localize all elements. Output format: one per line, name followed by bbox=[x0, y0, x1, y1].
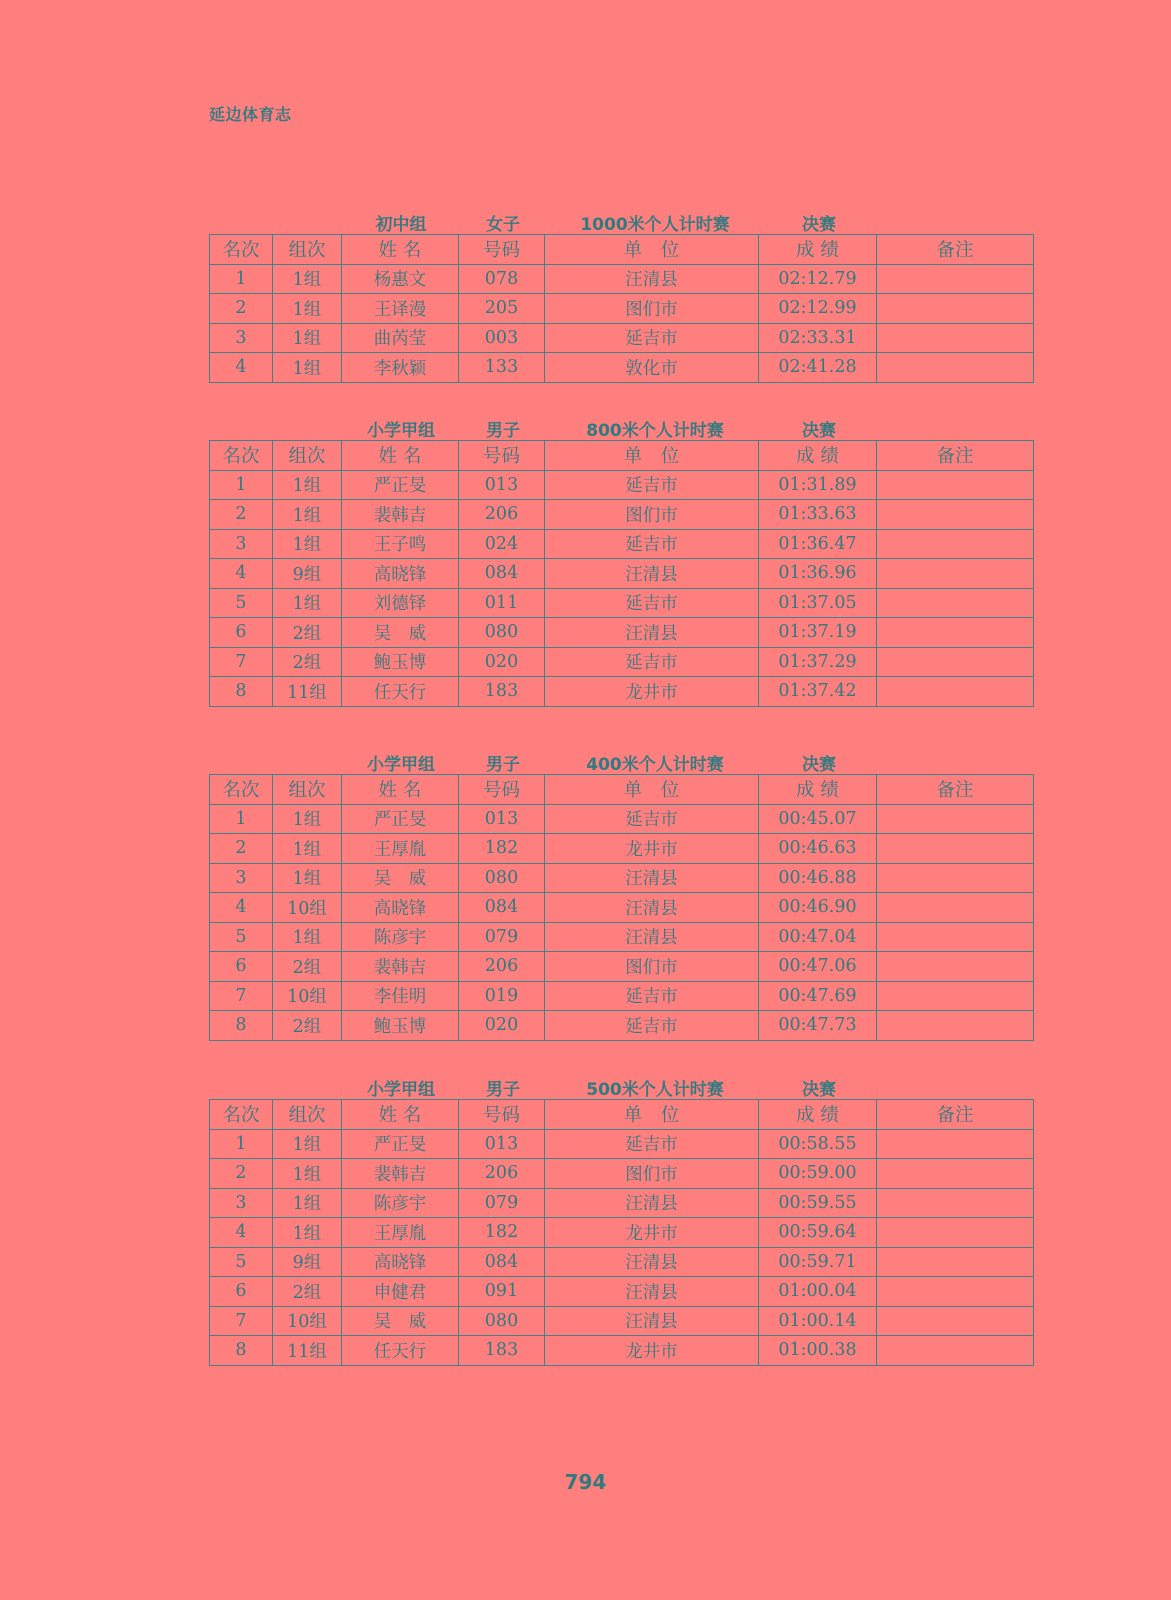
cell-remarks bbox=[877, 677, 1034, 707]
cell-unit: 图们市 bbox=[545, 500, 759, 530]
column-header-rank: 名次 bbox=[210, 235, 273, 265]
cell-remarks bbox=[877, 1159, 1034, 1189]
cell-result: 00:47.69 bbox=[759, 981, 877, 1011]
cell-unit: 延吉市 bbox=[545, 323, 759, 353]
cell-heat: 1组 bbox=[273, 804, 342, 834]
cell-remarks bbox=[877, 559, 1034, 589]
cell-rank: 2 bbox=[210, 294, 273, 324]
table-header-row bbox=[210, 1100, 1034, 1130]
result-section bbox=[209, 1075, 1033, 1366]
cell-rank: 3 bbox=[210, 863, 273, 893]
cell-remarks bbox=[877, 804, 1034, 834]
table-row bbox=[210, 500, 1034, 530]
cell-remarks bbox=[877, 1277, 1034, 1307]
cell-bib: 013 bbox=[459, 804, 545, 834]
table-row bbox=[210, 1011, 1034, 1041]
cell-unit: 延吉市 bbox=[545, 804, 759, 834]
cell-unit: 龙井市 bbox=[545, 834, 759, 864]
cell-unit: 汪清县 bbox=[545, 1277, 759, 1307]
cell-name: 刘德铎 bbox=[342, 588, 459, 618]
cell-heat: 1组 bbox=[273, 353, 342, 383]
cell-remarks bbox=[877, 1247, 1034, 1277]
cell-heat: 1组 bbox=[273, 294, 342, 324]
cell-unit: 图们市 bbox=[545, 952, 759, 982]
cell-name: 申健君 bbox=[342, 1277, 459, 1307]
cell-bib: 206 bbox=[459, 952, 545, 982]
cell-result: 00:46.90 bbox=[759, 893, 877, 923]
caption-event: 500米个人计时赛 bbox=[586, 1080, 724, 1100]
cell-remarks bbox=[877, 500, 1034, 530]
cell-bib: 080 bbox=[459, 618, 545, 648]
cell-result: 02:41.28 bbox=[759, 353, 877, 383]
cell-remarks bbox=[877, 1011, 1034, 1041]
column-header-bib: 号码 bbox=[459, 441, 545, 471]
caption-gender: 男子 bbox=[486, 755, 520, 775]
cell-rank: 5 bbox=[210, 588, 273, 618]
cell-heat: 1组 bbox=[273, 1188, 342, 1218]
cell-result: 01:31.89 bbox=[759, 470, 877, 500]
cell-rank: 2 bbox=[210, 834, 273, 864]
cell-unit: 延吉市 bbox=[545, 588, 759, 618]
cell-name: 严正旻 bbox=[342, 804, 459, 834]
cell-remarks bbox=[877, 834, 1034, 864]
cell-rank: 6 bbox=[210, 952, 273, 982]
column-header-result: 成 绩 bbox=[759, 775, 877, 805]
cell-heat: 2组 bbox=[273, 952, 342, 982]
cell-rank: 2 bbox=[210, 500, 273, 530]
column-header-remarks: 备注 bbox=[877, 441, 1034, 471]
cell-heat: 2组 bbox=[273, 1011, 342, 1041]
column-header-bib: 号码 bbox=[459, 1100, 545, 1130]
cell-remarks bbox=[877, 863, 1034, 893]
table-row bbox=[210, 588, 1034, 618]
cell-result: 02:12.99 bbox=[759, 294, 877, 324]
table-row bbox=[210, 1188, 1034, 1218]
cell-remarks bbox=[877, 1218, 1034, 1248]
cell-remarks bbox=[877, 981, 1034, 1011]
cell-unit: 龙井市 bbox=[545, 677, 759, 707]
caption-gender: 男子 bbox=[486, 421, 520, 441]
cell-result: 00:58.55 bbox=[759, 1129, 877, 1159]
cell-bib: 079 bbox=[459, 922, 545, 952]
cell-name: 鲍玉博 bbox=[342, 1011, 459, 1041]
table-row bbox=[210, 922, 1034, 952]
cell-rank: 1 bbox=[210, 264, 273, 294]
cell-unit: 汪清县 bbox=[545, 1188, 759, 1218]
caption-round: 决赛 bbox=[802, 421, 836, 441]
caption-round: 决赛 bbox=[802, 215, 836, 235]
cell-unit: 汪清县 bbox=[545, 264, 759, 294]
cell-heat: 1组 bbox=[273, 470, 342, 500]
cell-unit: 延吉市 bbox=[545, 529, 759, 559]
result-section bbox=[209, 416, 1033, 707]
cell-unit: 延吉市 bbox=[545, 470, 759, 500]
cell-name: 高晓锋 bbox=[342, 559, 459, 589]
cell-bib: 091 bbox=[459, 1277, 545, 1307]
cell-remarks bbox=[877, 1129, 1034, 1159]
table-caption bbox=[209, 750, 1033, 774]
cell-name: 陈彦宇 bbox=[342, 922, 459, 952]
cell-result: 00:47.04 bbox=[759, 922, 877, 952]
cell-rank: 4 bbox=[210, 559, 273, 589]
caption-event: 400米个人计时赛 bbox=[586, 755, 724, 775]
cell-rank: 3 bbox=[210, 529, 273, 559]
column-header-remarks: 备注 bbox=[877, 1100, 1034, 1130]
caption-group: 初中组 bbox=[375, 215, 427, 235]
column-header-remarks: 备注 bbox=[877, 235, 1034, 265]
cell-name: 曲芮莹 bbox=[342, 323, 459, 353]
cell-bib: 206 bbox=[459, 1159, 545, 1189]
cell-unit: 汪清县 bbox=[545, 863, 759, 893]
table-row bbox=[210, 1277, 1034, 1307]
cell-rank: 6 bbox=[210, 1277, 273, 1307]
cell-unit: 延吉市 bbox=[545, 981, 759, 1011]
column-header-name: 姓 名 bbox=[342, 1100, 459, 1130]
table-row bbox=[210, 863, 1034, 893]
cell-heat: 9组 bbox=[273, 559, 342, 589]
cell-bib: 182 bbox=[459, 1218, 545, 1248]
cell-name: 吴 威 bbox=[342, 1306, 459, 1336]
cell-bib: 182 bbox=[459, 834, 545, 864]
table-row bbox=[210, 353, 1034, 383]
cell-rank: 4 bbox=[210, 893, 273, 923]
table-row bbox=[210, 1336, 1034, 1366]
results-table bbox=[209, 440, 1034, 707]
cell-bib: 084 bbox=[459, 1247, 545, 1277]
caption-gender: 女子 bbox=[486, 215, 520, 235]
cell-bib: 084 bbox=[459, 559, 545, 589]
cell-unit: 龙井市 bbox=[545, 1336, 759, 1366]
column-header-bib: 号码 bbox=[459, 235, 545, 265]
column-header-name: 姓 名 bbox=[342, 235, 459, 265]
caption-event: 1000米个人计时赛 bbox=[580, 215, 730, 235]
cell-rank: 2 bbox=[210, 1159, 273, 1189]
table-row bbox=[210, 1159, 1034, 1189]
cell-unit: 图们市 bbox=[545, 1159, 759, 1189]
cell-heat: 1组 bbox=[273, 529, 342, 559]
column-header-rank: 名次 bbox=[210, 441, 273, 471]
table-header-row bbox=[210, 441, 1034, 471]
column-header-unit: 单 位 bbox=[545, 235, 759, 265]
table-row bbox=[210, 618, 1034, 648]
cell-bib: 003 bbox=[459, 323, 545, 353]
column-header-name: 姓 名 bbox=[342, 775, 459, 805]
column-header-unit: 单 位 bbox=[545, 1100, 759, 1130]
cell-unit: 汪清县 bbox=[545, 559, 759, 589]
cell-unit: 敦化市 bbox=[545, 353, 759, 383]
results-table bbox=[209, 1099, 1034, 1366]
table-row bbox=[210, 834, 1034, 864]
column-header-result: 成 绩 bbox=[759, 235, 877, 265]
cell-heat: 9组 bbox=[273, 1247, 342, 1277]
cell-name: 鲍玉博 bbox=[342, 647, 459, 677]
cell-bib: 078 bbox=[459, 264, 545, 294]
result-section bbox=[209, 750, 1033, 1041]
cell-remarks bbox=[877, 529, 1034, 559]
caption-group: 小学甲组 bbox=[367, 755, 435, 775]
cell-result: 01:00.04 bbox=[759, 1277, 877, 1307]
cell-result: 01:36.96 bbox=[759, 559, 877, 589]
table-row bbox=[210, 952, 1034, 982]
column-header-bib: 号码 bbox=[459, 775, 545, 805]
cell-remarks bbox=[877, 952, 1034, 982]
cell-name: 陈彦宇 bbox=[342, 1188, 459, 1218]
cell-result: 02:33.31 bbox=[759, 323, 877, 353]
cell-bib: 080 bbox=[459, 863, 545, 893]
cell-remarks bbox=[877, 1306, 1034, 1336]
column-header-name: 姓 名 bbox=[342, 441, 459, 471]
cell-heat: 10组 bbox=[273, 1306, 342, 1336]
column-header-heat: 组次 bbox=[273, 441, 342, 471]
cell-result: 01:00.14 bbox=[759, 1306, 877, 1336]
cell-name: 严正旻 bbox=[342, 470, 459, 500]
cell-rank: 8 bbox=[210, 677, 273, 707]
cell-unit: 汪清县 bbox=[545, 1247, 759, 1277]
cell-unit: 延吉市 bbox=[545, 1129, 759, 1159]
cell-name: 王厚胤 bbox=[342, 834, 459, 864]
cell-bib: 024 bbox=[459, 529, 545, 559]
cell-heat: 10组 bbox=[273, 893, 342, 923]
cell-bib: 206 bbox=[459, 500, 545, 530]
cell-remarks bbox=[877, 893, 1034, 923]
table-caption bbox=[209, 210, 1033, 234]
cell-unit: 龙井市 bbox=[545, 1218, 759, 1248]
cell-bib: 133 bbox=[459, 353, 545, 383]
cell-result: 01:37.42 bbox=[759, 677, 877, 707]
cell-name: 裴韩吉 bbox=[342, 1159, 459, 1189]
cell-heat: 1组 bbox=[273, 863, 342, 893]
cell-result: 00:47.06 bbox=[759, 952, 877, 982]
cell-bib: 011 bbox=[459, 588, 545, 618]
cell-heat: 2组 bbox=[273, 1277, 342, 1307]
cell-name: 高晓锋 bbox=[342, 893, 459, 923]
cell-heat: 1组 bbox=[273, 588, 342, 618]
cell-bib: 013 bbox=[459, 470, 545, 500]
column-header-rank: 名次 bbox=[210, 1100, 273, 1130]
cell-rank: 8 bbox=[210, 1011, 273, 1041]
cell-result: 01:37.19 bbox=[759, 618, 877, 648]
table-row bbox=[210, 893, 1034, 923]
cell-bib: 183 bbox=[459, 1336, 545, 1366]
table-header-row bbox=[210, 235, 1034, 265]
cell-result: 00:59.55 bbox=[759, 1188, 877, 1218]
cell-heat: 1组 bbox=[273, 1159, 342, 1189]
table-row bbox=[210, 804, 1034, 834]
cell-bib: 013 bbox=[459, 1129, 545, 1159]
table-row bbox=[210, 529, 1034, 559]
cell-remarks bbox=[877, 323, 1034, 353]
cell-rank: 1 bbox=[210, 470, 273, 500]
cell-heat: 2组 bbox=[273, 647, 342, 677]
caption-gender: 男子 bbox=[486, 1080, 520, 1100]
cell-name: 王译漫 bbox=[342, 294, 459, 324]
cell-bib: 205 bbox=[459, 294, 545, 324]
cell-heat: 10组 bbox=[273, 981, 342, 1011]
table-row bbox=[210, 559, 1034, 589]
cell-result: 00:59.71 bbox=[759, 1247, 877, 1277]
cell-remarks bbox=[877, 353, 1034, 383]
cell-unit: 图们市 bbox=[545, 294, 759, 324]
cell-rank: 4 bbox=[210, 353, 273, 383]
cell-name: 高晓锋 bbox=[342, 1247, 459, 1277]
caption-group: 小学甲组 bbox=[367, 421, 435, 441]
cell-rank: 7 bbox=[210, 1306, 273, 1336]
caption-round: 决赛 bbox=[802, 1080, 836, 1100]
cell-result: 00:46.63 bbox=[759, 834, 877, 864]
caption-group: 小学甲组 bbox=[367, 1080, 435, 1100]
column-header-heat: 组次 bbox=[273, 775, 342, 805]
results-table bbox=[209, 234, 1034, 383]
column-header-heat: 组次 bbox=[273, 235, 342, 265]
cell-name: 杨惠文 bbox=[342, 264, 459, 294]
cell-bib: 084 bbox=[459, 893, 545, 923]
cell-bib: 079 bbox=[459, 1188, 545, 1218]
cell-result: 00:46.88 bbox=[759, 863, 877, 893]
cell-rank: 3 bbox=[210, 323, 273, 353]
cell-name: 李佳明 bbox=[342, 981, 459, 1011]
column-header-remarks: 备注 bbox=[877, 775, 1034, 805]
caption-round: 决赛 bbox=[802, 755, 836, 775]
table-row bbox=[210, 294, 1034, 324]
cell-name: 吴 威 bbox=[342, 618, 459, 648]
cell-heat: 1组 bbox=[273, 1129, 342, 1159]
cell-result: 01:33.63 bbox=[759, 500, 877, 530]
cell-result: 00:47.73 bbox=[759, 1011, 877, 1041]
cell-name: 裴韩吉 bbox=[342, 500, 459, 530]
caption-event: 800米个人计时赛 bbox=[586, 421, 724, 441]
table-row bbox=[210, 981, 1034, 1011]
cell-result: 01:36.47 bbox=[759, 529, 877, 559]
cell-name: 王子鸣 bbox=[342, 529, 459, 559]
cell-bib: 020 bbox=[459, 1011, 545, 1041]
cell-rank: 7 bbox=[210, 981, 273, 1011]
cell-bib: 183 bbox=[459, 677, 545, 707]
cell-heat: 1组 bbox=[273, 922, 342, 952]
cell-rank: 6 bbox=[210, 618, 273, 648]
table-row bbox=[210, 677, 1034, 707]
table-row bbox=[210, 264, 1034, 294]
cell-heat: 1组 bbox=[273, 264, 342, 294]
table-row bbox=[210, 1218, 1034, 1248]
column-header-rank: 名次 bbox=[210, 775, 273, 805]
cell-heat: 1组 bbox=[273, 834, 342, 864]
cell-result: 00:59.00 bbox=[759, 1159, 877, 1189]
table-row bbox=[210, 1247, 1034, 1277]
results-table bbox=[209, 774, 1034, 1041]
cell-remarks bbox=[877, 588, 1034, 618]
table-row bbox=[210, 1129, 1034, 1159]
column-header-result: 成 绩 bbox=[759, 1100, 877, 1130]
cell-unit: 汪清县 bbox=[545, 893, 759, 923]
cell-heat: 11组 bbox=[273, 677, 342, 707]
cell-rank: 7 bbox=[210, 647, 273, 677]
table-header-row bbox=[210, 775, 1034, 805]
cell-unit: 汪清县 bbox=[545, 922, 759, 952]
cell-rank: 8 bbox=[210, 1336, 273, 1366]
cell-unit: 汪清县 bbox=[545, 1306, 759, 1336]
cell-heat: 1组 bbox=[273, 500, 342, 530]
column-header-unit: 单 位 bbox=[545, 441, 759, 471]
cell-result: 00:59.64 bbox=[759, 1218, 877, 1248]
table-row bbox=[210, 1306, 1034, 1336]
cell-result: 01:37.05 bbox=[759, 588, 877, 618]
cell-heat: 1组 bbox=[273, 323, 342, 353]
cell-remarks bbox=[877, 294, 1034, 324]
table-caption bbox=[209, 1075, 1033, 1099]
column-header-heat: 组次 bbox=[273, 1100, 342, 1130]
cell-rank: 1 bbox=[210, 1129, 273, 1159]
cell-result: 00:45.07 bbox=[759, 804, 877, 834]
cell-remarks bbox=[877, 470, 1034, 500]
cell-name: 吴 威 bbox=[342, 863, 459, 893]
cell-remarks bbox=[877, 647, 1034, 677]
cell-name: 严正旻 bbox=[342, 1129, 459, 1159]
cell-rank: 5 bbox=[210, 1247, 273, 1277]
running-head: 延边体育志 bbox=[209, 105, 292, 124]
cell-remarks bbox=[877, 1188, 1034, 1218]
cell-unit: 延吉市 bbox=[545, 647, 759, 677]
cell-remarks bbox=[877, 922, 1034, 952]
cell-name: 任天行 bbox=[342, 1336, 459, 1366]
cell-remarks bbox=[877, 1336, 1034, 1366]
result-section bbox=[209, 210, 1033, 383]
cell-result: 02:12.79 bbox=[759, 264, 877, 294]
cell-bib: 020 bbox=[459, 647, 545, 677]
cell-name: 裴韩吉 bbox=[342, 952, 459, 982]
column-header-unit: 单 位 bbox=[545, 775, 759, 805]
cell-name: 王厚胤 bbox=[342, 1218, 459, 1248]
cell-name: 任天行 bbox=[342, 677, 459, 707]
cell-rank: 5 bbox=[210, 922, 273, 952]
cell-unit: 汪清县 bbox=[545, 618, 759, 648]
cell-result: 01:00.38 bbox=[759, 1336, 877, 1366]
cell-bib: 080 bbox=[459, 1306, 545, 1336]
page-number: 794 bbox=[564, 1470, 607, 1494]
cell-rank: 4 bbox=[210, 1218, 273, 1248]
table-row bbox=[210, 470, 1034, 500]
cell-remarks bbox=[877, 618, 1034, 648]
cell-bib: 019 bbox=[459, 981, 545, 1011]
cell-result: 01:37.29 bbox=[759, 647, 877, 677]
cell-remarks bbox=[877, 264, 1034, 294]
cell-heat: 1组 bbox=[273, 1218, 342, 1248]
table-caption bbox=[209, 416, 1033, 440]
table-row bbox=[210, 647, 1034, 677]
cell-heat: 2组 bbox=[273, 618, 342, 648]
column-header-result: 成 绩 bbox=[759, 441, 877, 471]
cell-name: 李秋颖 bbox=[342, 353, 459, 383]
cell-unit: 延吉市 bbox=[545, 1011, 759, 1041]
cell-heat: 11组 bbox=[273, 1336, 342, 1366]
cell-rank: 1 bbox=[210, 804, 273, 834]
cell-rank: 3 bbox=[210, 1188, 273, 1218]
table-row bbox=[210, 323, 1034, 353]
